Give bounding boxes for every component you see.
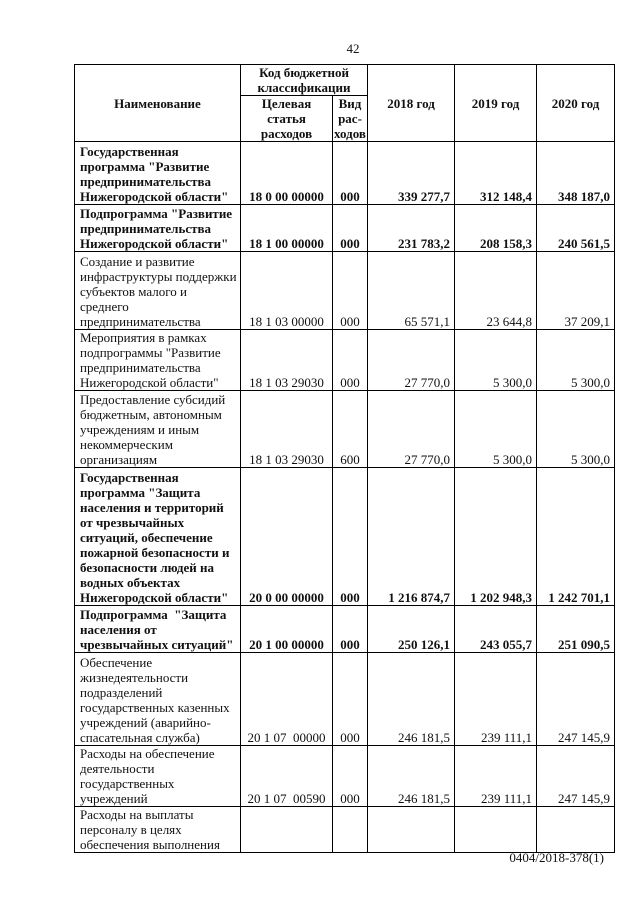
table-row [75, 252, 615, 330]
row-value-2020: 5 300,0 [537, 330, 615, 391]
row-kind: 600 [333, 391, 368, 468]
row-value-2019: 312 148,4 [455, 142, 537, 205]
row-value-2020: 251 090,5 [537, 606, 615, 653]
table-row [75, 606, 615, 653]
row-value-2018: 65 571,1 [368, 252, 455, 330]
row-target: 18 1 03 29030 [241, 391, 333, 468]
header-row [75, 65, 615, 96]
header-kind: Вид рас- ходов [334, 96, 366, 141]
row-name: Мероприятия в рамках подпрограммы "Развитие предпринимательства Нижегородской области" [75, 330, 241, 391]
header-code-group: Код бюджетной классификации [241, 65, 368, 96]
row-value-2020 [537, 807, 615, 853]
row-value-2020: 247 145,9 [537, 746, 615, 807]
document-footer-code: 0404/2018-378(1) [509, 850, 604, 865]
table-header [75, 65, 615, 142]
row-target [241, 807, 333, 853]
header-target: Целевая статья расходов [241, 96, 333, 142]
row-kind: 000 [333, 653, 368, 746]
row-value-2018: 246 181,5 [368, 746, 455, 807]
row-name: Подпрограмма "Развитие предпринимательства Нижегородской области" [75, 205, 241, 252]
header-year-2018: 2018 год [368, 65, 455, 142]
row-target: 20 0 00 00000 [241, 468, 333, 606]
row-name: Государственная программа "Защита населения и территорий от чрезвычайных ситуаций, обеспечение пожарной безопасности и безопасности людей на водных объектах Нижегородской области" [75, 468, 241, 606]
row-value-2018: 339 277,7 [368, 142, 455, 205]
row-value-2020: 1 242 701,1 [537, 468, 615, 606]
row-value-2018: 231 783,2 [368, 205, 455, 252]
header-year-2019: 2019 год [455, 65, 537, 142]
row-value-2019 [455, 807, 537, 853]
row-kind: 000 [333, 142, 368, 205]
row-value-2018: 246 181,5 [368, 653, 455, 746]
row-kind: 000 [333, 205, 368, 252]
table-body [75, 142, 615, 853]
row-value-2020: 37 209,1 [537, 252, 615, 330]
row-target: 20 1 00 00000 [241, 606, 333, 653]
row-name: Предоставление субсидий бюджетным, автономным учреждениям и иным некоммерческим организациям [75, 391, 241, 468]
header-year-2020: 2020 год [537, 65, 615, 142]
row-value-2020: 5 300,0 [537, 391, 615, 468]
row-target: 18 1 03 00000 [241, 252, 333, 330]
row-kind: 000 [333, 252, 368, 330]
row-target: 18 1 00 00000 [241, 205, 333, 252]
row-kind [333, 807, 368, 853]
row-value-2019: 208 158,3 [455, 205, 537, 252]
row-value-2019: 5 300,0 [455, 330, 537, 391]
table-row [75, 653, 615, 746]
table-row [75, 807, 615, 853]
row-target: 18 1 03 29030 [241, 330, 333, 391]
row-value-2019: 1 202 948,3 [455, 468, 537, 606]
row-name: Расходы на выплаты персоналу в целях обеспечения выполнения [75, 807, 241, 853]
row-kind: 000 [333, 746, 368, 807]
row-kind: 000 [333, 330, 368, 391]
budget-table [74, 64, 615, 853]
row-value-2018: 250 126,1 [368, 606, 455, 653]
row-value-2020: 247 145,9 [537, 653, 615, 746]
row-name: Расходы на обеспечение деятельности государственных учреждений [75, 746, 241, 807]
table-row [75, 330, 615, 391]
row-value-2019: 23 644,8 [455, 252, 537, 330]
row-value-2020: 240 561,5 [537, 205, 615, 252]
row-kind: 000 [333, 606, 368, 653]
row-target: 20 1 07 00590 [241, 746, 333, 807]
row-kind: 000 [333, 468, 368, 606]
table-row [75, 391, 615, 468]
row-name: Государственная программа "Развитие предпринимательства Нижегородской области" [75, 142, 241, 205]
row-name: Подпрограмма "Защита населения от чрезвычайных ситуаций" [75, 606, 241, 653]
row-value-2019: 239 111,1 [455, 653, 537, 746]
row-target: 20 1 07 00000 [241, 653, 333, 746]
row-value-2018 [368, 807, 455, 853]
table-row [75, 468, 615, 606]
row-value-2018: 27 770,0 [368, 330, 455, 391]
row-value-2018: 1 216 874,7 [368, 468, 455, 606]
page-number: 42 [346, 41, 360, 56]
row-name: Создание и развитие инфраструктуры поддержки субъектов малого и среднего предпринимательства [75, 252, 241, 330]
row-value-2018: 27 770,0 [368, 391, 455, 468]
row-value-2020: 348 187,0 [537, 142, 615, 205]
table-row [75, 746, 615, 807]
table-row [75, 205, 615, 252]
table-row [75, 142, 615, 205]
header-name: Наименование [75, 65, 241, 142]
row-name: Обеспечение жизнедеятельности подразделений государственных казенных учреждений (аварийно- спасательная служба) [75, 653, 241, 746]
row-value-2019: 243 055,7 [455, 606, 537, 653]
row-value-2019: 5 300,0 [455, 391, 537, 468]
row-value-2019: 239 111,1 [455, 746, 537, 807]
row-target: 18 0 00 00000 [241, 142, 333, 205]
